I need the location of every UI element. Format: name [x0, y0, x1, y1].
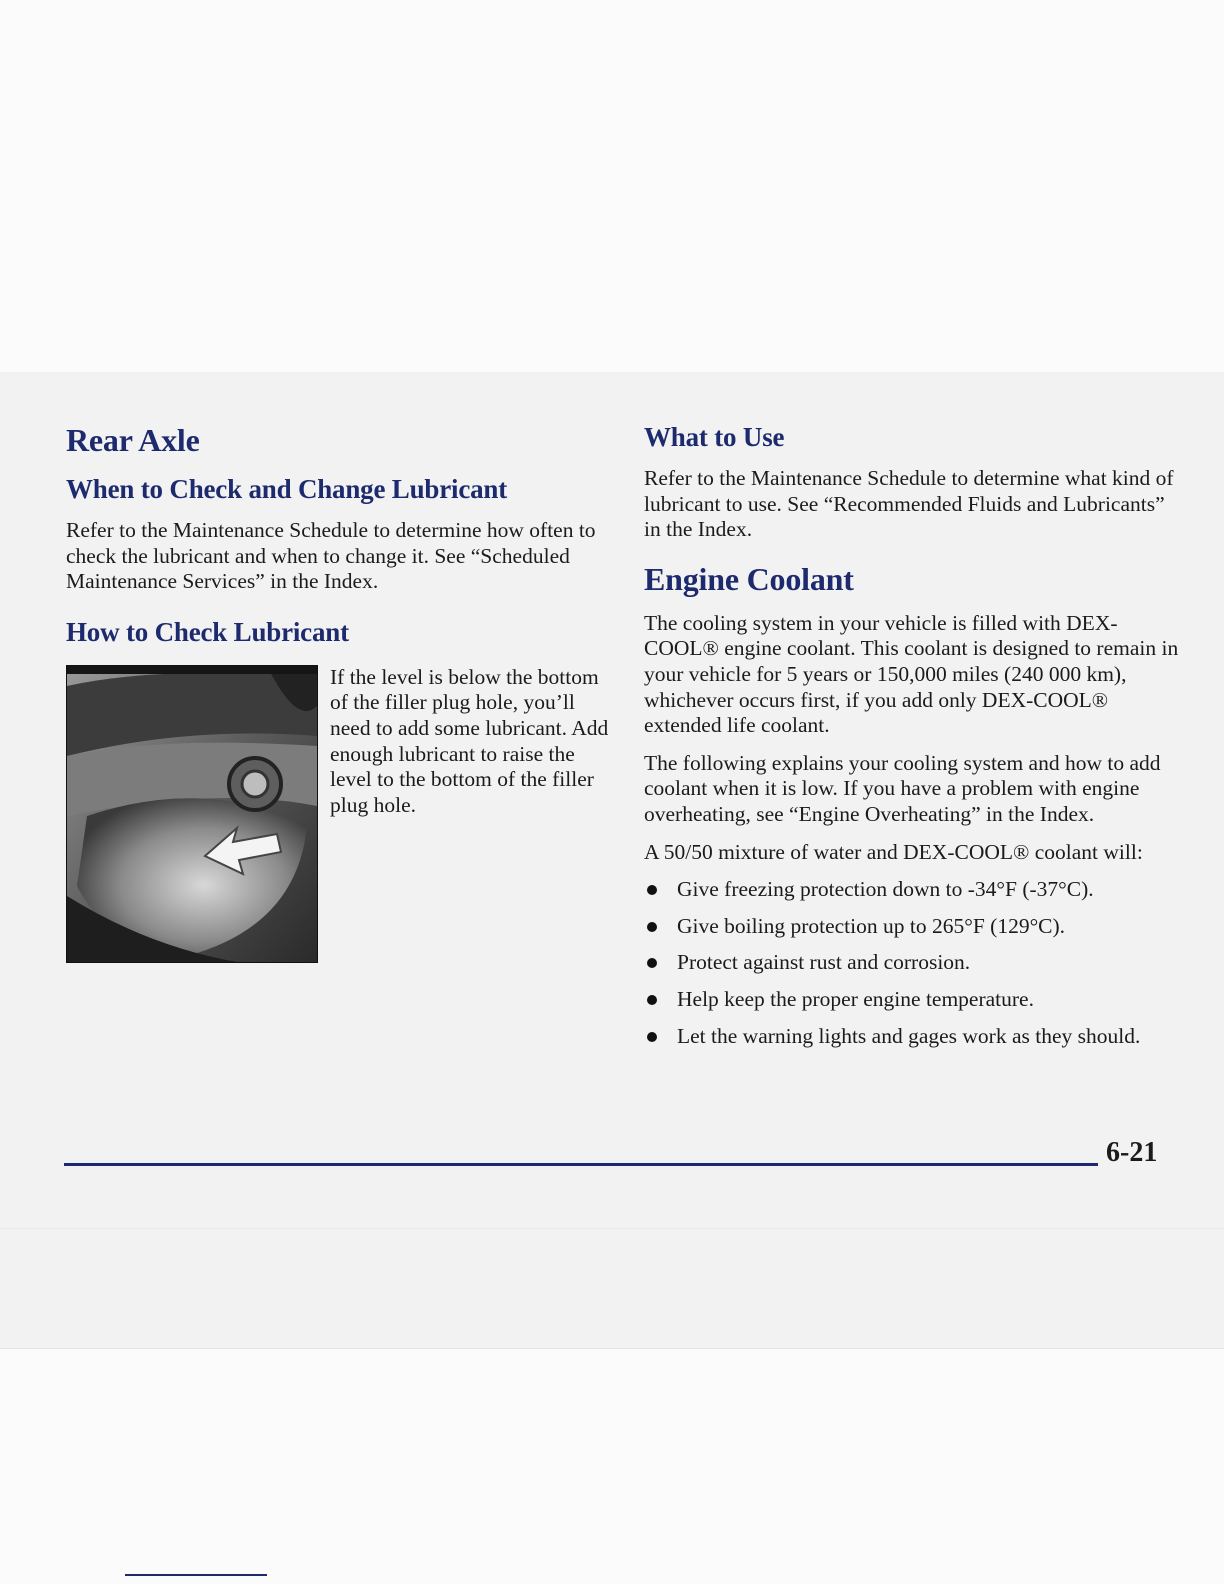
bullet-icon — [647, 885, 657, 895]
coolant-paragraph-3: A 50/50 mixture of water and DEX-COOL® coolant will: — [644, 839, 1143, 864]
band-edge — [0, 1348, 1224, 1349]
coolant-paragraph-1: The cooling system in your vehicle is filled with DEX-COOL® engine coolant. This coolant is designed to remain in your vehicle for 5 years or 150,000 miles (240 000 km), whichever occurs first, if you add only DEX-COOL® extended life coolant. — [644, 610, 1179, 738]
bullet-icon — [647, 958, 657, 968]
coolant-paragraph-2: The following explains your cooling system and how to add coolant when it is low. If you have a problem with engine overheating, see “Engine Overheating” in the Index. — [644, 750, 1161, 826]
coolant-benefits-list — [644, 877, 1184, 1049]
axle-filler-plug-photo — [66, 665, 318, 963]
divider-faint — [0, 1228, 1224, 1229]
left-column — [66, 420, 609, 965]
bullet-icon — [647, 922, 657, 932]
axle-photo-row — [66, 664, 609, 965]
bullet-icon — [647, 1032, 657, 1042]
right-column — [644, 420, 1184, 1060]
when-to-check-heading: When to Check and Change Lubricant — [66, 474, 508, 504]
what-to-use-heading: What to Use — [644, 422, 785, 452]
engine-coolant-title: Engine Coolant — [644, 560, 854, 597]
bottom-rule-stub — [125, 1574, 267, 1576]
rear-axle-title: Rear Axle — [66, 422, 200, 458]
list-item: Help keep the proper engine temperature. — [644, 987, 1184, 1013]
list-item: Protect against rust and corrosion. — [644, 950, 1184, 976]
list-item: Give boiling protection up to 265°F (129°C). — [644, 914, 1184, 940]
list-item: Give freezing protection down to -34°F (-37°C). — [644, 877, 1184, 903]
list-item: Let the warning lights and gages work as they should. — [644, 1024, 1184, 1050]
footer-rule — [64, 1163, 1098, 1166]
what-to-use-text: Refer to the Maintenance Schedule to determine what kind of lubricant to use. See “Recommended Fluids and Lubricants” in the Index. — [644, 466, 1174, 542]
bullet-icon — [647, 995, 657, 1005]
when-to-check-text: Refer to the Maintenance Schedule to determine how often to check the lubricant and when to change it. See “Scheduled Maintenance Services” in the Index. — [66, 518, 596, 594]
how-to-check-text: If the level is below the bottom of the filler plug hole, you’ll need to add some lubricant. Add enough lubricant to raise the level to the bottom of the filler plug hole. — [330, 664, 609, 817]
how-to-check-text-block — [330, 665, 610, 819]
how-to-check-heading: How to Check Lubricant — [66, 616, 349, 647]
page-number: 6-21 — [1106, 1137, 1158, 1168]
